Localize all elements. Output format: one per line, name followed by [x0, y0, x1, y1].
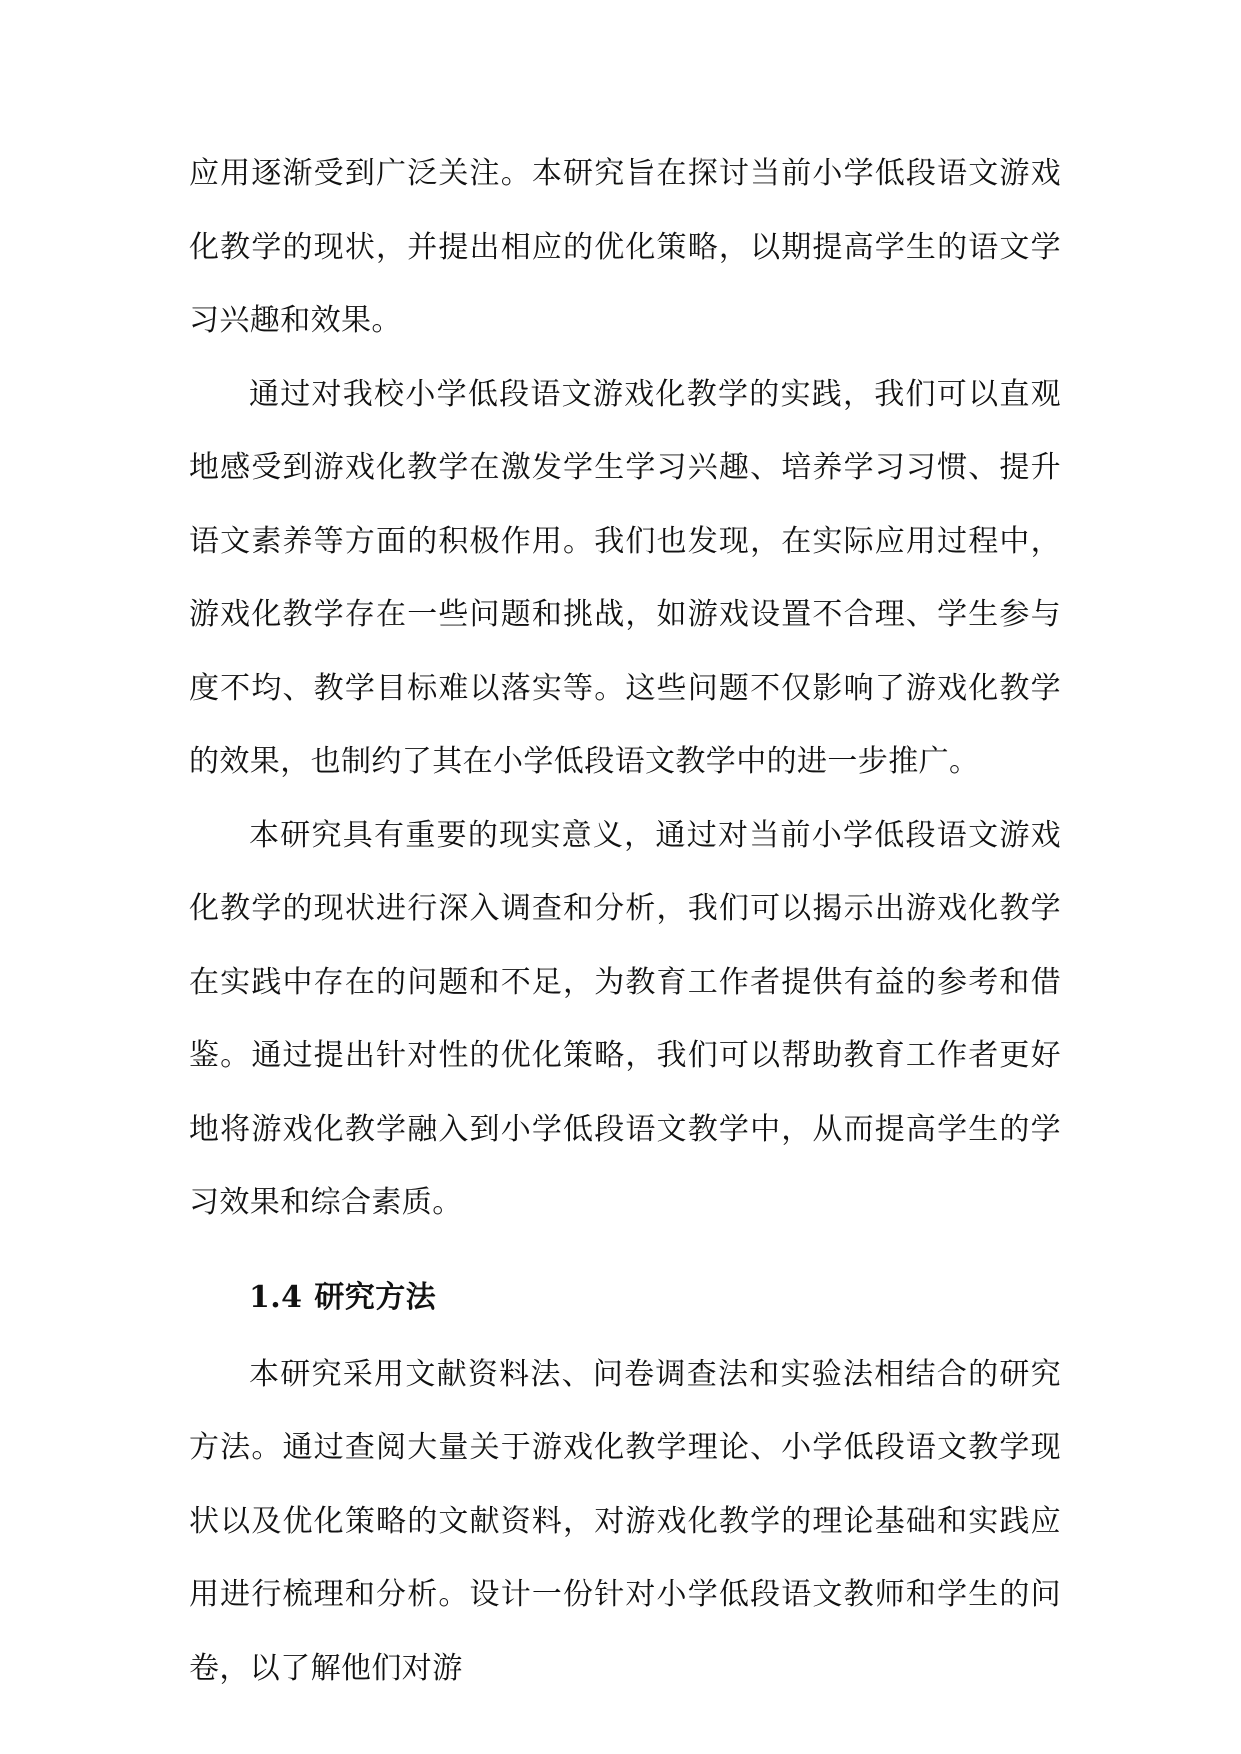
document-body	[189, 137, 1061, 1705]
paragraph-3: 本研究具有重要的现实意义，通过对当前小学低段语文游戏化教学的现状进行深入调查和分析，我们可以揭示出游戏化教学在实践中存在的问题和不足，为教育工作者提供有益的参考和借鉴。通过提出针对性的优化策略，我们可以帮助教育工作者更好地将游戏化教学融入到小学低段语文教学中，从而提高学生的学习效果和综合素质。	[189, 817, 1061, 1220]
paragraph-1: 应用逐渐受到广泛关注。本研究旨在探讨当前小学低段语文游戏化教学的现状，并提出相应的优化策略，以期提高学生的语文学习兴趣和效果。	[189, 156, 1061, 338]
paragraph-4: 本研究采用文献资料法、问卷调查法和实验法相结合的研究方法。通过查阅大量关于游戏化教学理论、小学低段语文教学现状以及优化策略的文献资料，对游戏化教学的理论基础和实践应用进行梳理和分析。设计一份针对小学低段语文教师和学生的问卷，以了解他们对游	[189, 1356, 1061, 1686]
section-number: 1.4	[249, 1279, 303, 1315]
section-heading	[189, 1258, 1061, 1338]
section-title: 研究方法	[314, 1279, 437, 1315]
paragraph-2: 通过对我校小学低段语文游戏化教学的实践，我们可以直观地感受到游戏化教学在激发学生学习兴趣、培养学习习惯、提升语文素养等方面的积极作用。我们也发现，在实际应用过程中，游戏化教学存在一些问题和挑战，如游戏设置不合理、学生参与度不均、教学目标难以落实等。这些问题不仅影响了游戏化教学的效果，也制约了其在小学低段语文教学中的进一步推广。	[189, 376, 1061, 779]
